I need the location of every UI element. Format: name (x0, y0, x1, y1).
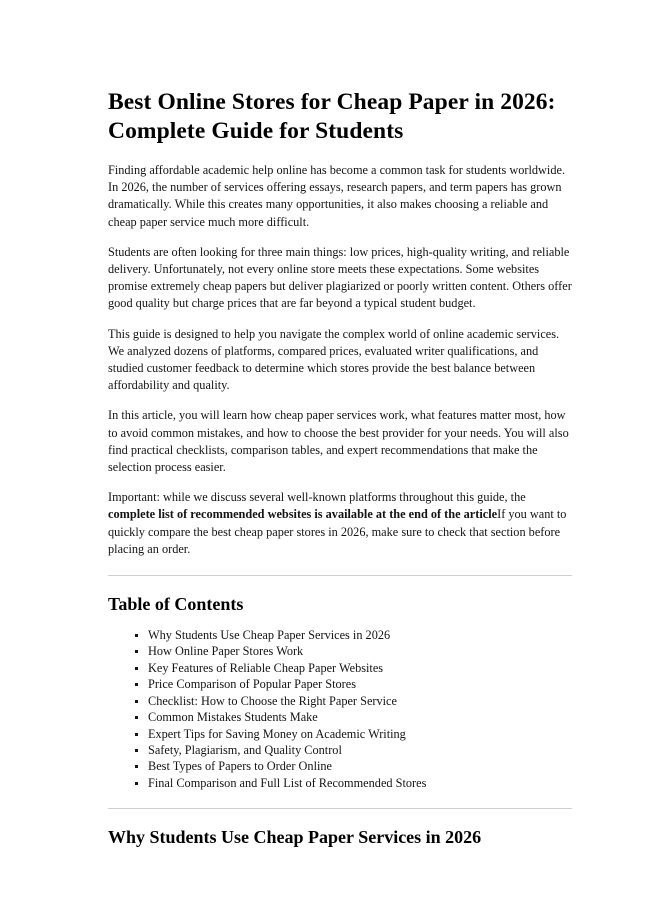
section-heading-why-students: Why Students Use Cheap Paper Services in 2026 (108, 827, 482, 848)
bullet-icon (135, 782, 138, 785)
toc-item-label: Best Types of Papers to Order Online (148, 759, 333, 774)
list-item[interactable] (108, 676, 572, 692)
toc-item-label: Final Comparison and Full List of Recommended Stores (148, 775, 427, 790)
list-item[interactable] (108, 726, 572, 742)
toc-item-label: Key Features of Reliable Cheap Paper Websites (148, 660, 384, 675)
page-title: Best Online Stores for Cheap Paper in 2026: Complete Guide for Students (108, 89, 556, 144)
table-of-contents-list (108, 627, 572, 791)
list-item[interactable] (108, 742, 572, 758)
section-divider-top (108, 575, 572, 576)
section-divider-bottom (108, 808, 572, 809)
list-item[interactable] (108, 643, 572, 659)
bullet-icon (135, 683, 138, 686)
bullet-icon (135, 733, 138, 736)
table-of-contents-heading: Table of Contents (108, 594, 244, 615)
bullet-icon (135, 667, 138, 670)
list-item[interactable] (108, 709, 572, 725)
list-item[interactable] (108, 693, 572, 709)
body-paragraph-3: This guide is designed to help you navigate the complex world of online academic services. We analyzed dozens of platforms, compared prices, evaluated writer qualifications, and studied customer feedback to determine which stores provide the best balance between affordability and quality. (108, 326, 560, 393)
list-item[interactable] (108, 758, 572, 774)
important-note-paragraph (108, 489, 572, 558)
important-note-bold: complete list of recommended websites is available at the end of the article (108, 507, 498, 522)
bullet-icon (135, 634, 138, 637)
body-paragraph-2: Students are often looking for three main things: low prices, high-quality writing, and reliable delivery. Unfortunately, not every online store meets these expectations. Some websites promise extremely cheap papers but deliver plagiarized or poorly written content. Others offer good quality but charge prices that are far beyond a typical student budget. (108, 244, 572, 311)
list-item[interactable] (108, 627, 572, 643)
bullet-icon (135, 716, 138, 719)
toc-item-label: Why Students Use Cheap Paper Services in 2026 (148, 628, 391, 643)
toc-item-label: How Online Paper Stores Work (148, 644, 304, 659)
important-note-tail: If you want to quickly compare the best cheap paper stores in 2026, make sure to check that section before placing an order. (108, 507, 567, 556)
list-item[interactable] (108, 775, 572, 791)
toc-item-label: Price Comparison of Popular Paper Stores (148, 677, 356, 692)
bullet-icon (135, 650, 138, 653)
list-item[interactable] (108, 660, 572, 676)
bullet-icon (135, 765, 138, 768)
toc-item-label: Common Mistakes Students Make (148, 710, 318, 725)
toc-item-label: Safety, Plagiarism, and Quality Control (148, 742, 342, 757)
document-content (108, 88, 572, 849)
bullet-icon (135, 749, 138, 752)
body-paragraph-1: Finding affordable academic help online has become a common task for students worldwide. In 2026, the number of services offering essays, research papers, and term papers has grown dramatically. While this creates many opportunities, it also makes choosing a reliable and cheap paper service much more difficult. (108, 163, 566, 229)
important-note-lead: Important: while we discuss several well-known platforms throughout this guide, the (108, 490, 526, 505)
body-paragraph-4: In this article, you will learn how cheap paper services work, what features matter most, how to avoid common mistakes, and how to choose the best provider for your needs. You will also find practical checklists, comparison tables, and expert recommendations that make the selection process easier. (108, 408, 569, 475)
toc-item-label: Checklist: How to Choose the Right Paper Service (148, 693, 397, 708)
toc-item-label: Expert Tips for Saving Money on Academic Writing (148, 726, 406, 741)
bullet-icon (135, 700, 138, 703)
